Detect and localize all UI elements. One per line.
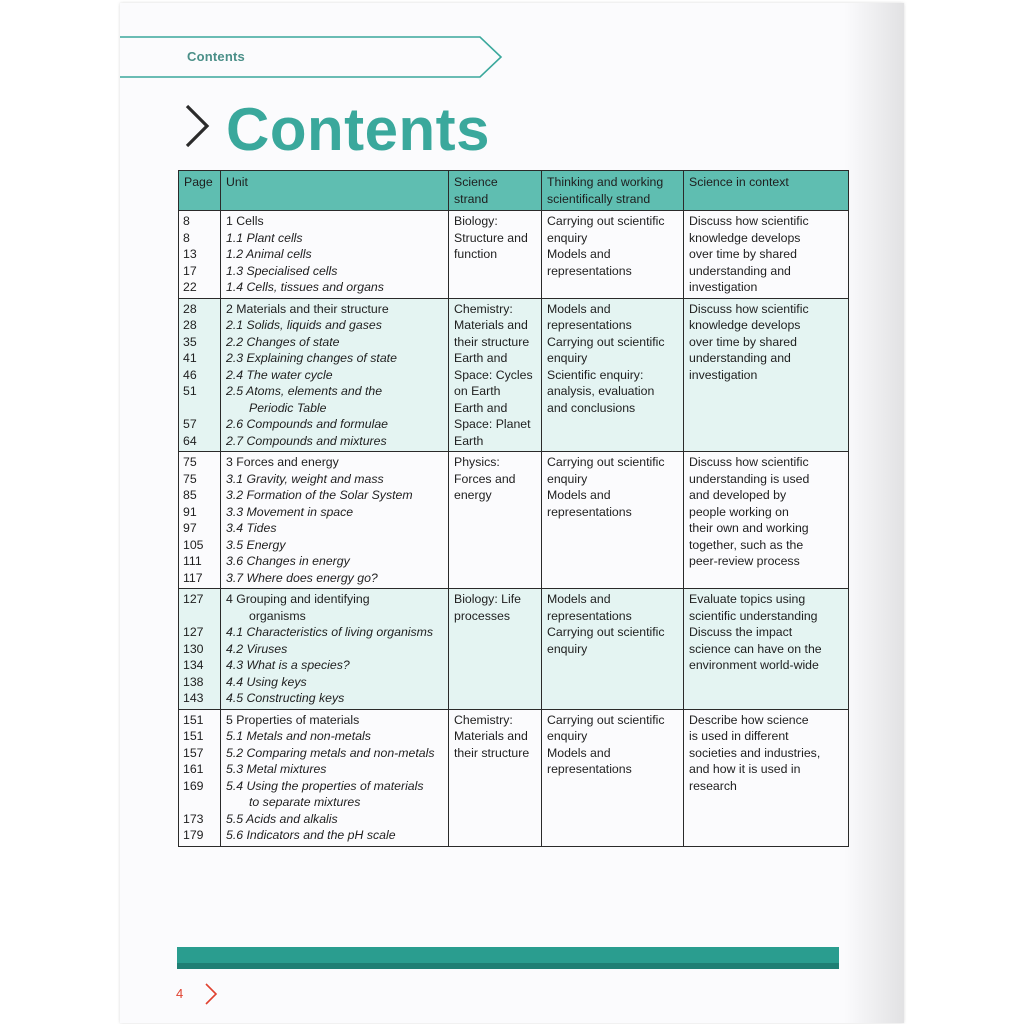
science-in-context-line: people working on	[689, 504, 789, 519]
thinking-strand-line: Models and	[547, 745, 611, 760]
science-in-context-line: and developed by	[689, 488, 787, 502]
page-number-entry: 151	[183, 712, 204, 727]
science-strand-line: Earth and	[454, 400, 508, 415]
header-tab-outline	[120, 36, 510, 80]
page-number-entry: 41	[183, 351, 197, 365]
unit-title: organisms	[249, 608, 306, 623]
header-science-in-context: Science in context	[684, 171, 849, 211]
section-header-tab	[120, 36, 510, 78]
page-number: 4	[176, 986, 184, 1001]
lesson-title: 4.2 Viruses	[226, 641, 288, 656]
page-number-entry: 75	[183, 471, 197, 486]
lesson-title: 1.4 Cells, tissues and organs	[226, 280, 384, 294]
thinking-strand-line: Models and	[547, 247, 611, 261]
page-number-entry: 143	[183, 691, 204, 705]
science-strand-line: on Earth	[454, 384, 501, 398]
lesson-title: 4.4 Using keys	[226, 674, 307, 689]
lesson-title: 2.1 Solids, liquids and gases	[226, 318, 382, 332]
page-number-entry: 13	[183, 247, 197, 261]
lesson-title: 3.6 Changes in energy	[226, 554, 350, 568]
science-in-context-line: societies and industries,	[689, 745, 821, 760]
thinking-strand-line: Carrying out scientific	[547, 334, 665, 349]
science-strand-line: their structure	[454, 745, 530, 760]
unit-row	[179, 452, 849, 589]
page-number-entry: 127	[183, 625, 204, 639]
science-in-context-cell	[684, 298, 849, 452]
lesson-title: 5.6 Indicators and the pH scale	[226, 828, 396, 842]
science-in-context-line: Evaluate topics using	[689, 592, 806, 606]
page-numbers-cell	[179, 298, 221, 452]
page-number-entry: 57	[183, 417, 197, 431]
thinking-strand-line: representations	[547, 608, 632, 623]
science-in-context-cell	[684, 211, 849, 299]
thinking-strand-line: enquiry	[547, 641, 588, 656]
chevron-right-icon	[182, 103, 212, 149]
page-number-entry: 151	[183, 729, 204, 743]
header-unit: Unit	[221, 171, 449, 211]
page-number-entry: 8	[183, 214, 190, 228]
science-in-context-line: environment world-wide	[689, 658, 819, 672]
thinking-strand-line: enquiry	[547, 729, 588, 743]
science-strand-line: Forces and	[454, 471, 516, 486]
unit-title: 4 Grouping and identifying	[226, 592, 370, 606]
unit-row	[179, 298, 849, 452]
lesson-title: to separate mixtures	[249, 795, 361, 809]
page-number-entry: 46	[183, 367, 197, 382]
lesson-title: 5.4 Using the properties of materials	[226, 778, 424, 793]
science-strand-line: function	[454, 247, 498, 261]
science-in-context-line: science can have on the	[689, 641, 822, 656]
book-page	[120, 3, 904, 1023]
thinking-strand-line: analysis, evaluation	[547, 384, 655, 398]
science-strand-line: Chemistry:	[454, 712, 513, 727]
science-in-context-line: research	[689, 778, 737, 793]
lesson-title: 3.2 Formation of the Solar System	[226, 488, 413, 502]
lesson-title: 3.5 Energy	[226, 537, 286, 552]
science-in-context-cell	[684, 452, 849, 589]
lesson-title: 2.7 Compounds and mixtures	[226, 433, 387, 448]
header-thinking-strand: Thinking and working scientifically strand	[542, 171, 684, 211]
science-strand-line: Space: Planet	[454, 417, 531, 431]
lesson-title: 4.5 Constructing keys	[226, 691, 345, 705]
lesson-title: Periodic Table	[249, 400, 327, 415]
science-strand-cell	[449, 709, 542, 846]
thinking-strand-line: Models and	[547, 488, 611, 502]
page-number-entry: 17	[183, 263, 197, 278]
page-number-entry: 75	[183, 455, 197, 469]
science-strand-line: Space: Cycles	[454, 367, 533, 382]
unit-row	[179, 211, 849, 299]
science-in-context-line: together, such as the	[689, 537, 804, 552]
page-number-entry: 138	[183, 674, 204, 689]
thinking-strand-cell	[542, 211, 684, 299]
unit-cell	[221, 589, 449, 710]
science-strand-line: Biology:	[454, 214, 498, 228]
lesson-title: 2.3 Explaining changes of state	[226, 351, 397, 365]
page-number-entry: 35	[183, 334, 197, 349]
science-in-context-line: understanding and	[689, 351, 791, 365]
lesson-title: 1.1 Plant cells	[226, 230, 303, 245]
thinking-strand-line: representations	[547, 263, 632, 278]
science-in-context-line: is used in different	[689, 729, 789, 743]
thinking-strand-line: Models and	[547, 301, 611, 316]
thinking-strand-line: Carrying out scientific	[547, 455, 665, 469]
page-number-entry	[183, 608, 215, 625]
science-strand-line: Biology: Life	[454, 592, 521, 606]
thinking-strand-line: Scientific enquiry:	[547, 367, 644, 382]
page-numbers-cell	[179, 211, 221, 299]
science-in-context-line: their own and working	[689, 521, 809, 535]
footer-chevron-icon	[204, 983, 218, 1005]
science-in-context-line: Discuss how scientific	[689, 301, 809, 316]
page-number-entry: 179	[183, 828, 204, 842]
unit-title: 3 Forces and energy	[226, 455, 339, 469]
unit-row	[179, 589, 849, 710]
unit-cell	[221, 452, 449, 589]
thinking-strand-line: enquiry	[547, 351, 588, 365]
science-strand-cell	[449, 589, 542, 710]
science-strand-line: energy	[454, 488, 492, 502]
science-strand-line: Materials and	[454, 729, 528, 743]
thinking-strand-line: Models and	[547, 592, 611, 606]
contents-table	[178, 170, 849, 847]
science-in-context-line: over time by shared	[689, 247, 797, 261]
page-number-entry: 111	[183, 554, 202, 568]
lesson-title: 5.3 Metal mixtures	[226, 762, 327, 776]
unit-cell	[221, 298, 449, 452]
page-numbers-cell	[179, 589, 221, 710]
lesson-title: 2.4 The water cycle	[226, 367, 333, 382]
science-in-context-line: investigation	[689, 280, 758, 294]
thinking-strand-line: representations	[547, 318, 632, 332]
science-in-context-line: Discuss how scientific	[689, 214, 809, 228]
header-science-strand: Science strand	[449, 171, 542, 211]
science-strand-cell	[449, 298, 542, 452]
science-strand-line: Physics:	[454, 455, 500, 469]
science-strand-cell	[449, 452, 542, 589]
science-strand-cell	[449, 211, 542, 299]
lesson-title: 5.2 Comparing metals and non-metals	[226, 745, 435, 760]
page-number-entry: 28	[183, 318, 197, 332]
lesson-title: 2.6 Compounds and formulae	[226, 417, 389, 431]
lesson-title: 1.3 Specialised cells	[226, 263, 338, 278]
header-page: Page	[179, 171, 221, 211]
unit-cell	[221, 709, 449, 846]
page-number-entry: 97	[183, 521, 197, 535]
unit-row	[179, 709, 849, 846]
thinking-strand-cell	[542, 589, 684, 710]
science-strand-line: Structure and	[454, 230, 528, 245]
table-body	[179, 211, 849, 847]
page-number-entry	[183, 794, 215, 811]
science-in-context-line: scientific understanding	[689, 608, 818, 623]
science-strand-line: processes	[454, 608, 511, 623]
thinking-strand-cell	[542, 452, 684, 589]
page-number-entry: 28	[183, 301, 197, 316]
thinking-strand-line: Carrying out scientific	[547, 712, 665, 727]
science-strand-line: Chemistry:	[454, 301, 513, 316]
science-strand-line: Earth and	[454, 351, 508, 365]
page-numbers-cell	[179, 452, 221, 589]
lesson-title: 5.1 Metals and non-metals	[226, 729, 371, 743]
science-in-context-line: knowledge develops	[689, 318, 801, 332]
page-number-entry	[183, 400, 215, 417]
page-number-entry: 51	[183, 384, 197, 398]
science-in-context-line: Describe how science	[689, 712, 809, 727]
page-number-entry: 134	[183, 658, 204, 672]
unit-title: 2 Materials and their structure	[226, 301, 389, 316]
science-in-context-line: investigation	[689, 367, 758, 382]
lesson-title: 2.5 Atoms, elements and the	[226, 384, 383, 398]
lesson-title: 4.3 What is a species?	[226, 658, 350, 672]
thinking-strand-cell	[542, 298, 684, 452]
science-in-context-line: understanding is used	[689, 471, 810, 486]
science-strand-line: Earth	[454, 433, 484, 448]
science-in-context-cell	[684, 709, 849, 846]
science-strand-line: their structure	[454, 334, 530, 349]
page-number-entry: 127	[183, 592, 204, 606]
thinking-strand-line: representations	[547, 762, 632, 776]
page-number-entry: 105	[183, 537, 204, 552]
science-in-context-line: understanding and	[689, 263, 791, 278]
science-in-context-line: over time by shared	[689, 334, 797, 349]
page-number-entry: 22	[183, 280, 197, 294]
thinking-strand-line: Carrying out scientific	[547, 214, 665, 228]
page-number-entry: 64	[183, 433, 197, 448]
table-header-row	[179, 171, 849, 211]
page-number-entry: 130	[183, 641, 204, 656]
page-number-entry: 117	[183, 570, 203, 585]
page-title: Contents	[226, 96, 490, 163]
thinking-strand-line: representations	[547, 504, 632, 519]
thinking-strand-line: and conclusions	[547, 400, 636, 415]
lesson-title: 4.1 Characteristics of living organisms	[226, 625, 434, 639]
lesson-title: 3.7 Where does energy go?	[226, 570, 378, 585]
lesson-title: 3.1 Gravity, weight and mass	[226, 471, 384, 486]
science-in-context-cell	[684, 589, 849, 710]
lesson-title: 3.4 Tides	[226, 521, 277, 535]
section-label: Contents	[187, 49, 245, 64]
thinking-strand-line: enquiry	[547, 471, 588, 486]
lesson-title: 2.2 Changes of state	[226, 334, 340, 349]
unit-cell	[221, 211, 449, 299]
science-in-context-line: and how it is used in	[689, 762, 801, 776]
footer-bar	[177, 947, 839, 969]
science-in-context-line: Discuss how scientific	[689, 455, 809, 469]
science-strand-line: Materials and	[454, 318, 528, 332]
page-number-entry: 161	[183, 762, 204, 776]
page-number-entry: 157	[183, 745, 204, 760]
lesson-title: 5.5 Acids and alkalis	[226, 811, 338, 826]
thinking-strand-line: enquiry	[547, 230, 588, 245]
lesson-title: 1.2 Animal cells	[226, 247, 312, 261]
science-in-context-line: knowledge develops	[689, 230, 801, 245]
unit-title: 1 Cells	[226, 214, 264, 228]
page-number-entry: 85	[183, 488, 197, 502]
page-edge-shadow	[844, 3, 904, 1023]
science-in-context-line: Discuss the impact	[689, 625, 793, 639]
page-number-entry: 173	[183, 811, 204, 826]
page-number-entry: 8	[183, 230, 190, 245]
page-number-entry: 91	[183, 504, 197, 519]
unit-title: 5 Properties of materials	[226, 712, 360, 727]
science-in-context-line: peer-review process	[689, 554, 800, 568]
thinking-strand-line: Carrying out scientific	[547, 625, 665, 639]
lesson-title: 3.3 Movement in space	[226, 504, 354, 519]
thinking-strand-cell	[542, 709, 684, 846]
page-number-entry: 169	[183, 778, 204, 793]
page-numbers-cell	[179, 709, 221, 846]
